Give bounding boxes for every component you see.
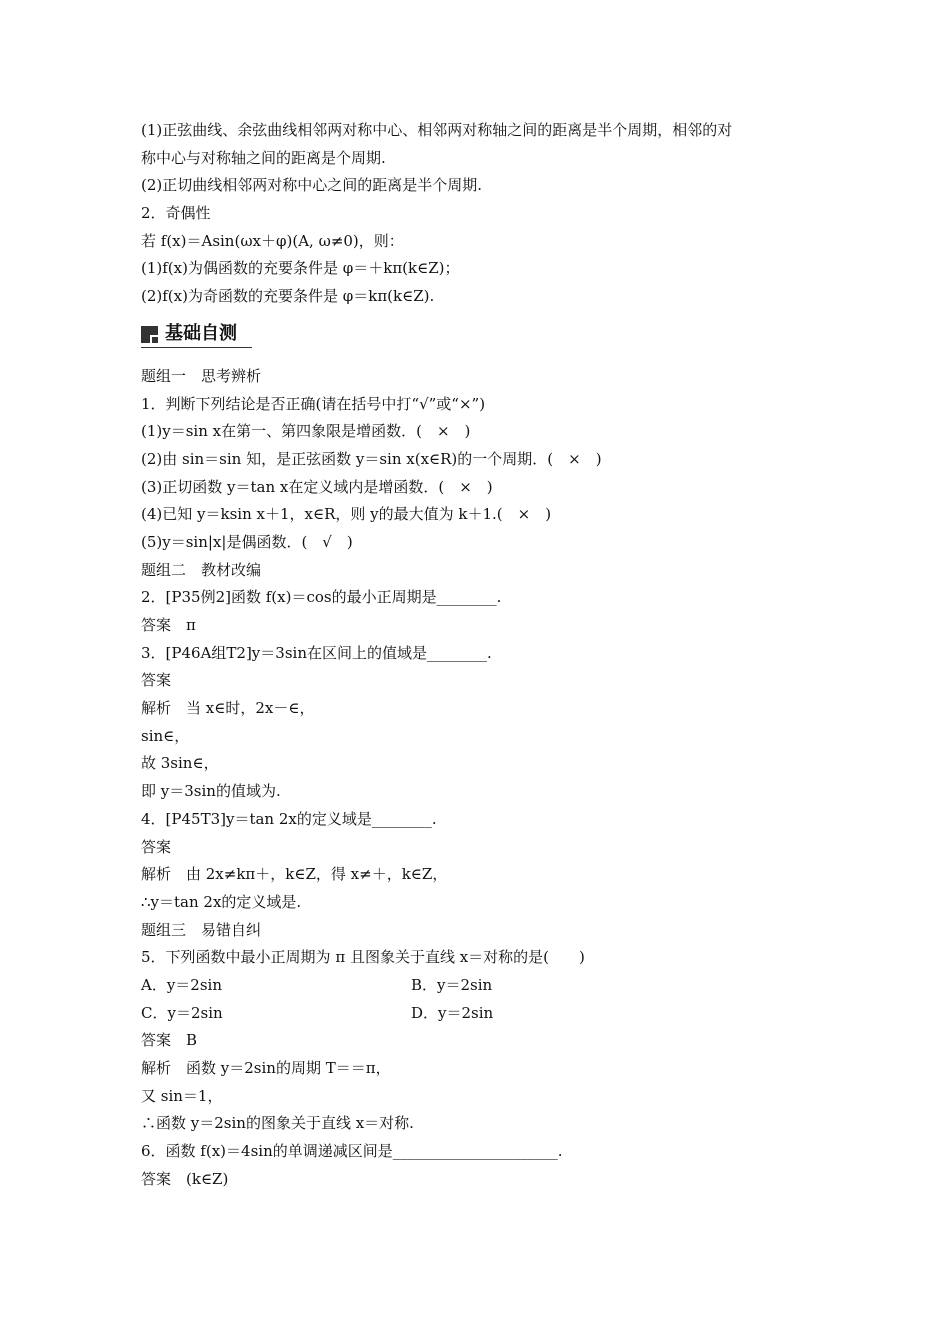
text-line: (3)正切函数 y＝tan x在定义域内是增函数．( × ) <box>141 477 493 496</box>
top-block <box>141 117 831 311</box>
text-line: (4)已知 y＝ksin x＋1，x∈R，则 y的最大值为 k＋1.( × ) <box>141 505 552 524</box>
text-line: 答案 B <box>141 1031 198 1050</box>
text-line: 题组三 易错自纠 <box>141 920 262 939</box>
text-line: 又 sin＝1， <box>141 1086 223 1105</box>
text-line: 3．[P46A组T2]y＝3sin在区间上的值域是________. <box>141 643 492 662</box>
text-line: 6．函数 f(x)＝4sin的单调递减区间是______________________. <box>141 1142 563 1161</box>
option-a: A．y＝2sin <box>141 975 223 994</box>
text-line: 答案 π <box>141 616 196 634</box>
text-line: ∴函数 y＝2sin的图象关于直线 x＝对称. <box>141 1114 414 1133</box>
option-b: B．y＝2sin <box>411 975 493 994</box>
text-line: 解析 当 x∈时，2x－∈， <box>141 699 315 718</box>
text-line: 2．[P35例2]函数 f(x)＝cos的最小正周期是________. <box>141 588 502 607</box>
document-body <box>141 117 831 1193</box>
text-line: 解析 由 2x≠kπ＋，k∈Z，得 x≠＋，k∈Z， <box>141 865 448 884</box>
text-line: 解析 函数 y＝2sin的周期 T＝＝π， <box>141 1059 391 1077</box>
text-line: 题组一 思考辨析 <box>141 366 262 385</box>
text-line: 题组二 教材改编 <box>141 560 262 579</box>
option-c: C．y＝2sin <box>141 1003 223 1022</box>
text-line: (2)由 sin＝sin 知，是正弦函数 y＝sin x(x∈R)的一个周期．( × ) <box>141 449 602 468</box>
text-line: (2)正切曲线相邻两对称中心之间的距离是半个周期. <box>141 176 483 195</box>
text-line: (2)f(x)为奇函数的充要条件是 φ＝kπ(k∈Z). <box>141 287 435 306</box>
options-row <box>141 972 831 1000</box>
text-line: 答案 (k∈Z) <box>141 1169 229 1188</box>
exercise-block-b <box>141 1027 831 1193</box>
text-line: 4．[P45T3]y＝tan 2x的定义域是________. <box>141 809 437 828</box>
section-underline <box>141 347 252 348</box>
options-row <box>141 1000 831 1028</box>
exercise-block-a <box>141 363 831 972</box>
section-title: 基础自测 <box>165 322 237 344</box>
text-line: 1．判断下列结论是否正确(请在括号中打“√”或“×”) <box>141 394 486 413</box>
section-heading <box>141 319 831 359</box>
text-line: (1)y＝sin x在第一、第四象限是增函数．( × ) <box>141 422 471 441</box>
text-line: sin∈， <box>141 726 190 745</box>
text-line: 称中心与对称轴之间的距离是个周期. <box>141 148 386 167</box>
text-line: 答案 <box>141 671 172 690</box>
text-line: 故 3sin∈， <box>141 754 219 773</box>
text-line: (5)y＝sin|x|是偶函数．( √ ) <box>141 532 353 551</box>
section-square-icon <box>141 326 158 343</box>
text-line: ∴y＝tan 2x的定义域是. <box>141 892 302 911</box>
text-line: 即 y＝3sin的值域为. <box>141 782 281 801</box>
text-line: (1)正弦曲线、余弦曲线相邻两对称中心、相邻两对称轴之间的距离是半个周期，相邻的对 <box>141 121 733 139</box>
option-d: D．y＝2sin <box>411 1003 494 1022</box>
text-line: 2．奇偶性 <box>141 204 211 223</box>
text-line: 5．下列函数中最小正周期为 π 且图象关于直线 x＝对称的是( ) <box>141 948 585 967</box>
text-line: 答案 <box>141 837 172 856</box>
text-line: 若 f(x)＝Asin(ωx＋φ)(A, ω≠0)，则： <box>141 231 404 250</box>
text-line: (1)f(x)为偶函数的充要条件是 φ＝＋kπ(k∈Z)； <box>141 259 460 278</box>
